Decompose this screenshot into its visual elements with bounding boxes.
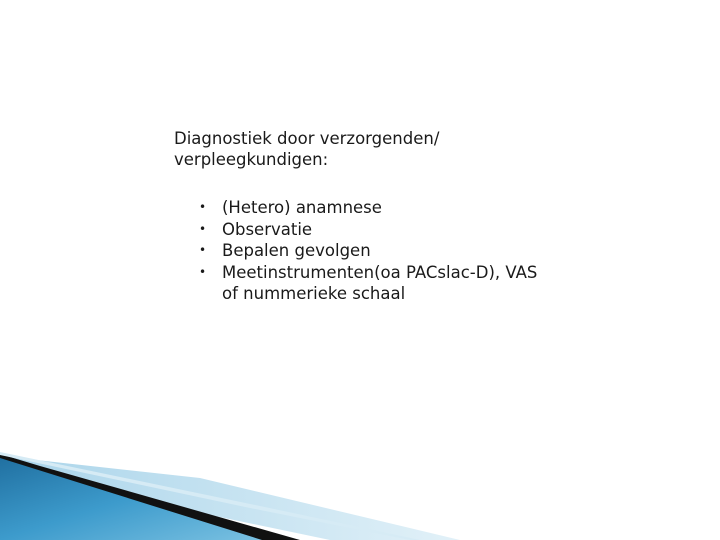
bullet-item [174, 262, 542, 305]
bullet-dot-icon: • [199, 264, 207, 279]
bullet-text: Observatie [222, 219, 313, 239]
bullet-dot-icon: • [199, 200, 207, 214]
slide-heading: Diagnostiek door verzorgenden/ verpleegkundigen: [174, 129, 440, 169]
bullet-text: Meetinstrumenten(oa PACslac-D), VAS of nummerieke schaal [222, 262, 538, 303]
bullet-text: Bepalen gevolgen [222, 241, 371, 260]
bullet-item [174, 197, 542, 219]
bullet-dot-icon: • [199, 221, 207, 236]
bullet-item [174, 219, 542, 241]
bullet-dot-icon: • [199, 243, 207, 257]
slide-content [174, 128, 594, 305]
bullet-item [174, 240, 542, 262]
bullet-text: (Hetero) anamnese [222, 198, 382, 217]
bullet-list [174, 197, 594, 305]
